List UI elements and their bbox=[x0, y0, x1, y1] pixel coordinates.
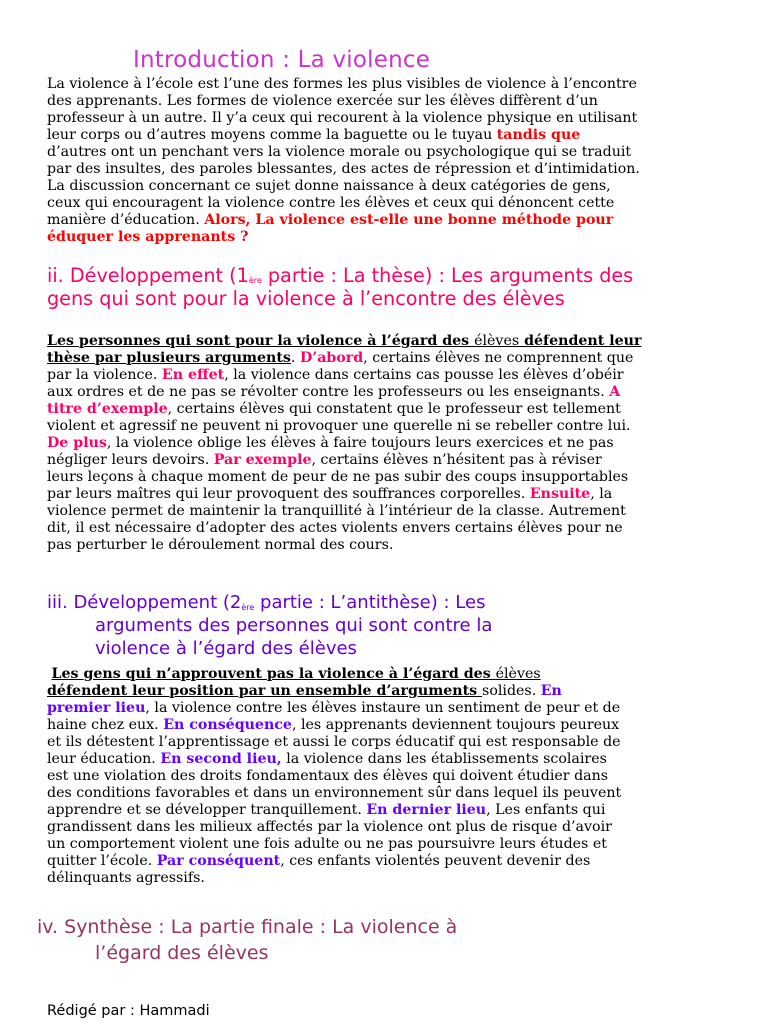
section-2-text-6: , la violence permet de maintenir la tranquillité à l’intérieur de la classe. Autrement dit, il est nécessaire d’adopter des actes violents envers certains élèves pour ne pas perturber le déroulement normal des cours. bbox=[47, 486, 626, 553]
intro-paragraph bbox=[47, 76, 642, 246]
section-2-heading-pre: ii. Développement (1 bbox=[47, 264, 249, 287]
section-2-lead-word: élèves bbox=[474, 333, 520, 349]
intro-question: Alors, La violence est-elle une bonne méthode pour éduquer les apprenants ? bbox=[47, 212, 614, 245]
section-4-heading-2: l’égard des élèves bbox=[95, 942, 269, 964]
section-2-heading bbox=[47, 264, 647, 310]
intro-text: La violence à l’école est l’une des formes les plus visibles de violence à l’encontre des apprenants. Les formes de violence exercée sur les élèves diffèrent d’un professeur à un autre. Il y’a ceux qui recourent à la violence physique en utilisant leur corps ou d’autres moyens comme la baguette ou le tuyau bbox=[47, 76, 638, 143]
section-3-heading-pre: iii. Développement (2 bbox=[47, 592, 242, 613]
section-2-lead-2: défendent leur thèse par plusieurs arguments bbox=[47, 333, 642, 366]
connector-en-dernier-lieu: En dernier lieu bbox=[366, 802, 487, 818]
section-2-text-5: , certains élèves n’hésitent pas à réviser leurs leçons à chaque moment de peur de ne pas subir des coups insupportables par leurs maîtres qui leur provoquent des souffrances corporelles. bbox=[47, 452, 629, 502]
connector-en-effet: En effet bbox=[161, 367, 225, 383]
section-3-text-5: , ces enfants violentés peuvent devenir des délinquants agressifs. bbox=[47, 853, 591, 886]
signature: Rédigé par : Hammadi bbox=[47, 1003, 210, 1019]
section-3-heading-post-2: arguments des personnes qui sont contre la bbox=[95, 615, 493, 636]
section-3-paragraph bbox=[47, 666, 622, 887]
section-2-heading-post: partie : La thèse) : Les arguments des gens qui sont pour la violence à l’encontre des élèves bbox=[47, 264, 634, 310]
section-3-heading-post-1: partie : L’antithèse) : Les bbox=[254, 592, 486, 613]
section-2-heading-sup: ère bbox=[248, 276, 262, 285]
connector-par-exemple: Par exemple bbox=[213, 452, 312, 468]
connector-a-titre-dexemple: A titre d’exemple bbox=[47, 384, 621, 417]
section-2-text-4: , la violence oblige les élèves à faire toujours leurs exercices et ne pas négliger leurs devoirs. bbox=[47, 435, 614, 468]
section-3-text-2: , les apprenants deviennent toujours peureux et ils détestent l’apprentissage et aussi le corps éducatif qui est responsable de leur éducation. bbox=[47, 717, 621, 767]
connector-ensuite: Ensuite bbox=[529, 486, 591, 502]
connector-dabord: D’abord bbox=[299, 350, 364, 366]
section-2-text-3: , certains élèves qui constatent que le professeur est tellement violent et agressif ne peuvent ni provoquer une querelle ni se rebeller contre lui. bbox=[47, 401, 631, 434]
page-title: Introduction : La violence bbox=[133, 47, 431, 73]
connector-en-consequence: En conséquence bbox=[163, 717, 292, 733]
intro-text-2: d’autres ont un penchant vers la violence morale ou psychologique qui se traduit par des insultes, des paroles blessantes, des actes de répression et d’intimidation. La discussion concernant ce sujet donne naissance à deux catégories de gens, ceux qui encouragent la violence contre les élèves et ceux qui dénoncent cette manière d’éducation. bbox=[47, 144, 640, 228]
section-4-heading bbox=[37, 914, 637, 966]
connector-de-plus: De plus bbox=[47, 435, 107, 451]
section-4-heading-1: iv. Synthèse : La partie finale : La violence à bbox=[37, 916, 458, 938]
section-3-text-4: , Les enfants qui grandissent dans les milieux affectés par la violence ont plus de risque d’avoir un comportement violent une fois adulte ou ne pas poursuivre leurs études et quitter l’école. bbox=[47, 802, 612, 869]
section-3-heading bbox=[47, 591, 647, 660]
section-3-lead-3: solides. bbox=[482, 683, 541, 699]
section-3-heading-post-3: violence à l’égard des élèves bbox=[95, 638, 357, 659]
section-2-text-1: , certains élèves ne comprennent que par la violence. bbox=[47, 350, 634, 383]
section-3-heading-sup: ère bbox=[241, 603, 255, 612]
connector-en-premier-lieu: En premier lieu bbox=[47, 683, 562, 716]
section-3-lead-2: défendent leur position par un ensemble d’arguments bbox=[47, 683, 483, 699]
section-3-text-1: , la violence contre les élèves instaure un sentiment de peur et de haine chez eux. bbox=[47, 700, 621, 733]
section-3-text-3: la violence dans les établissements scolaires est une violation des droits fondamentaux des élèves qui doivent étudier dans des conditions favorables et dans un environnement sûr dans lequel ils peuvent apprendre et se développer tranquillement. bbox=[47, 751, 622, 818]
section-2-text-2: , la violence dans certains cas pousse les élèves d’obéir aux ordres et de ne pas se révolter contre les professeurs ou les enseignants. bbox=[47, 367, 624, 400]
section-2-lead: Les personnes qui sont pour la violence à l’égard des bbox=[47, 333, 475, 349]
section-2-paragraph bbox=[47, 333, 642, 554]
section-2-dot: . bbox=[290, 350, 300, 366]
intro-connector: tandis que bbox=[496, 127, 581, 143]
connector-par-consequent: Par conséquent bbox=[156, 853, 281, 869]
section-3-lead-word: élèves bbox=[495, 666, 541, 682]
section-3-lead: Les gens qui n’approuvent pas la violence à l’égard des bbox=[51, 666, 496, 682]
connector-en-second-lieu: En second lieu, bbox=[160, 751, 282, 767]
